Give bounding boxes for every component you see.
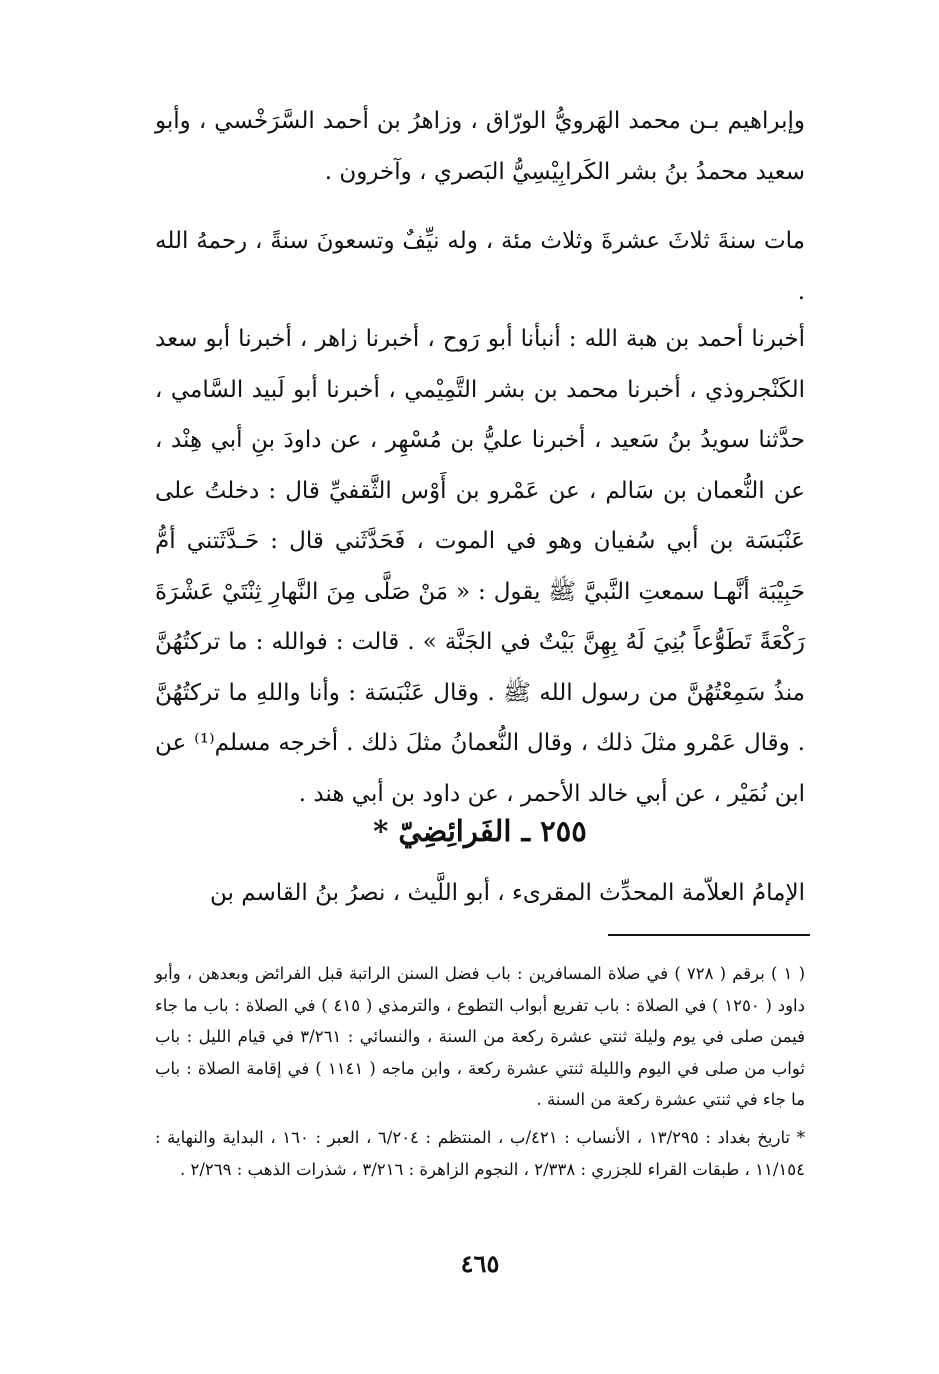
paragraph-text: وإبراهيم بـن محمد الهَرويُّ الورّاق ، وزاهرُ بن أحمد السَّرَخْسي ، وأبو سعيد محمدُ بنُ بشر الكَرابِيْسِيُّ البَصري ، وآخرون . — [155, 108, 805, 185]
page-number: ٤٦٥ — [460, 1249, 500, 1278]
footnote-text: * تاريخ بغداد : ١٣/٢٩٥ ، الأنساب : ٤٢١/ب ، المنتظم : ٦/٢٠٤ ، العبر : ١٦٠ ، البداية والنهاية : ١١/١٥٤ ، طبقات القراء للجزري : ٢/٣٣٨ ، النجوم الزاهرة : ٣/٢١٦ ، شذرات الذهب : ٢/٢٦٩ . — [155, 1128, 805, 1179]
paragraph-text: أخبرنا أحمد بن هبة الله : أنبأنا أبو رَوح ، أخبرنا زاهر ، أخبرنا أبو سعد الكَنْجروذي ، أخبرنا محمد بن بشر التَّمِيْمي ، أخبرنا أبو لَبيد السَّامي ، حدَّثنا سويدُ بنُ سَعيد ، أخبرنا عليُّ بن مُسْهِر ، عن داودَ بنِ أبي هِنْد ، عن النُّعمان بن سَالم ، عن عَمْرو بن أَوْس الثَّقفيِّ قال : دخلتُ على عَنْبَسَة بن أبي سُفيان وهو في الموت ، فَحَدَّثَني قال : حَـدَّثَتني أمُّ حَبِيْبَة أنَّهـا سمعتِ النَّبيَّ ﷺ يقول : « مَنْ صَلَّى مِنَ النَّهارِ ثِنْتَيْ عَشْرَةَ رَكْعَةً تَطَوُّعاً بُنِيَ لَهُ بِهِنَّ بَيْتٌ في الجَنَّة » . قالت : فوالله : ما تركتُهُنَّ منذُ سَمِعْتُهُنَّ من رسول الله ﷺ . وقال عَنْبَسَة : وأنا واللهِ ما تركتُهُنَّ . وقال عَمْرو مثلَ ذلك ، وقال النُّعمانُ مثلَ ذلك . أخرجه مسلم⁽¹⁾ عن ابن نُمَيْر ، عن أبي خالد الأحمر ، عن داود بن أبي هند . — [155, 326, 805, 807]
footnote-1 — [155, 958, 805, 1116]
biography-heading: ٢٥٥ ـ الفَرائِضِيّ * — [373, 814, 587, 848]
paragraph-narrators — [155, 96, 805, 197]
paragraph-text: مات سنةَ ثلاثَ عشرةَ وثلاث مئة ، وله نيِّفٌ وتسعونَ سنةً ، رحمهُ الله . — [155, 228, 805, 305]
paragraph-hadith — [155, 314, 805, 819]
footnote-sources — [155, 1122, 805, 1185]
footnote-divider — [608, 934, 810, 936]
footnote-text: ( ١ ) برقم ( ٧٢٨ ) في صلاة المسافرين : باب فضل السنن الراتبة قبل الفرائض وبعدهن ، وأبو داود ( ١٢٥٠ ) في الصلاة : باب تفريع أبواب التطوع ، والترمذي ( ٤١٥ ) في الصلاة : باب ما جاء فيمن صلى في يوم وليلة ثنتي عشرة ركعة من السنة ، والنسائي : ٣/٢٦١ في قيام الليل : باب ثواب من صلى في اليوم والليلة ثنتي عشرة ركعة ، وابن ماجه ( ١١٤١ ) في إقامة الصلاة : باب ما جاء في ثنتي عشرة ركعة من السنة . — [155, 964, 806, 1109]
paragraph-text: الإمامُ العلاّمة المحدِّث المقرىء ، أبو اللَّيث ، نصرُ بنُ القاسم بن — [209, 880, 805, 906]
paragraph-intro — [155, 868, 805, 919]
paragraph-death — [155, 216, 805, 317]
